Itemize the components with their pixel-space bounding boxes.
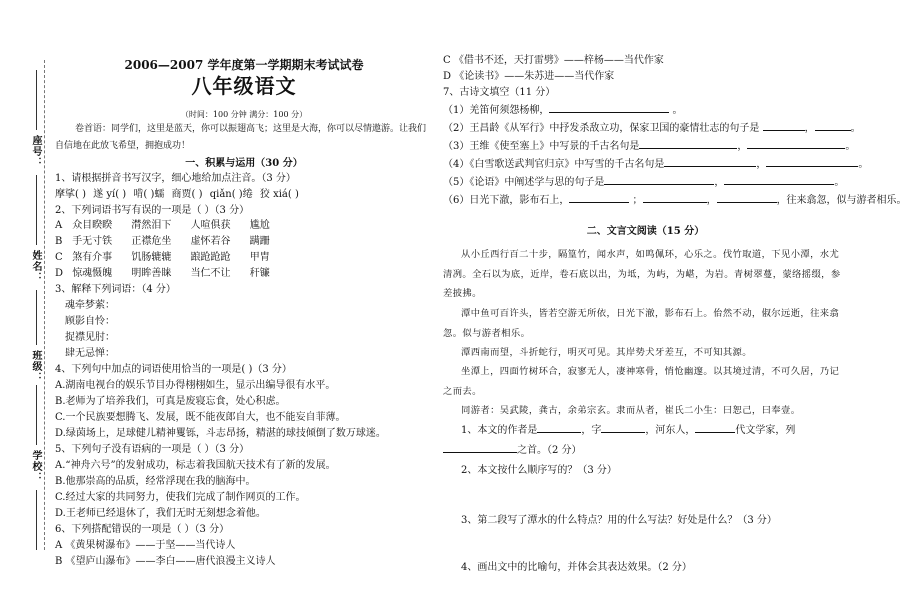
q7-item: （2）王昌龄《从军行》中抒发杀敌立功，保家卫国的豪情壮志的句子是 ， 。 [443, 119, 861, 137]
q2-word: 甲胄 [249, 252, 270, 263]
answer-blank[interactable] [604, 173, 714, 185]
answer-blank[interactable] [643, 191, 707, 203]
q3-text: 3、解释下列词语：（4 分） [55, 284, 176, 295]
passage-paragraph: 潭西南而望，斗折蛇行，明灭可见。其岸势犬牙差互，不可知其源。 [461, 347, 752, 358]
q1-text: 1、请根据拼音书写汉字，细心地给加点注音。（3 分） [55, 173, 296, 184]
passage-paragraph: 从小丘西行百二十步，隔篁竹，闻水声，如鸣佩环，心乐之。伐竹取道，下见小潭，水尤清冽。全石以为底，近岸，卷石底以出，为坻，为屿，为嵁，为岩。青树翠蔓，蒙络摇缀，参差披拂。 [443, 249, 841, 299]
q2-word: 饥肠辘辘 [131, 252, 172, 263]
q2-word: 明眸善睐 [131, 268, 172, 279]
reading-q1 [461, 421, 795, 439]
answer-blank[interactable] [766, 155, 858, 167]
answer-blank[interactable] [815, 119, 851, 131]
q7-item: （4）《白雪歌送武判官归京》中写雪的千古名句是 ， 。 [443, 155, 868, 173]
q3-item: 捉襟见肘： [65, 332, 115, 343]
q5-option: D.王老师已经退休了，我们无时无刻想念着他。 [55, 508, 266, 519]
notice-text: 卷首语：同学们，这里是蓝天，你可以振翅高飞；这里是大海，你可以尽情遨游。让我们自信地在此放飞希望，拥抱成功！ [55, 124, 427, 151]
reading-q1-text: ，河东人， [645, 425, 696, 436]
answer-blank[interactable] [537, 421, 581, 433]
q2-word: 蹒跚 [249, 236, 270, 247]
school-label: 学校： [30, 450, 41, 483]
q2-word: 惊魂慑魄 [72, 268, 113, 279]
q2-word: 正襟危坐 [131, 236, 172, 247]
q7-item-text: （2）王昌龄《从军行》中抒发杀敌立功，保家卫国的豪情壮志的句子是 [443, 123, 760, 134]
q1-item: 啃( )蠕 [133, 189, 165, 200]
q6-option: A 《黄果树瀑布》——于坚——当代诗人 [55, 540, 236, 551]
reading-q1-text: 代文学家，列 [735, 425, 796, 436]
reading-q1-cont [443, 441, 582, 459]
q2-option [55, 218, 270, 234]
q4-text: 4、下列句中加点的词语使用恰当的一项是( )（3 分） [55, 364, 292, 375]
name-line [36, 175, 38, 245]
class-line [36, 290, 38, 345]
q2-option-key: A [55, 220, 63, 231]
q3-item: 顾影自怜： [65, 316, 115, 327]
exam-meta: （时间：100 分钟 满分：100 分） [180, 110, 308, 119]
q7-item-tail: ，往来翕忽，似与游者相乐。 [776, 195, 907, 206]
q1-item: 摩挲( ) [55, 189, 86, 200]
q4-option: B.老师为了培养我们，可真是废寝忘食，处心积虑。 [55, 396, 286, 407]
q7-item: （6）日光下澈，影布石上， ； ， ，往来翕忽，似与游者相乐。 [443, 191, 907, 209]
q2-text: 2、下列词语书写有误的一项是（ ）（3 分） [55, 205, 250, 216]
q2-word: 煞有介事 [72, 252, 113, 263]
q2-option-key: D [55, 268, 64, 279]
q2-option [55, 234, 270, 250]
passage-paragraph: 潭中鱼可百许头，皆若空游无所依，日光下澈，影布石上。佁然不动，俶尔远逝，往来翕忽。似与游者相乐。 [443, 308, 840, 339]
q2-option-key: B [55, 236, 63, 247]
q1-item: 遂 yí( ) [93, 189, 127, 200]
answer-blank[interactable] [717, 191, 777, 203]
q6-option: B 《望庐山瀑布》——李白——唐代浪漫主义诗人 [55, 556, 276, 567]
q7-item: （5）《论语》中阐述学与思的句子是 ， 。 [443, 173, 844, 191]
q2-word: 潸然泪下 [131, 220, 172, 231]
q7-item-text: （4）《白雪歌送武判官归京》中写雪的千古名句是 [443, 159, 665, 170]
q7-item-text: （1）羌笛何须怨杨柳， [443, 105, 550, 116]
exam-title: 2006—2007 学年度第一学期期末考试试卷 [124, 58, 364, 72]
q5-option: C.经过大家的共同努力，使我们完成了制作网页的工作。 [55, 492, 306, 503]
q7-item: （1）羌笛何须怨杨柳， 。 [443, 101, 683, 119]
answer-blank[interactable] [763, 119, 805, 131]
reading-q2: 2、本文按什么顺序写的？（3 分） [461, 465, 617, 476]
q2-word: 人喧俱获 [190, 220, 231, 231]
seal-line [44, 60, 45, 550]
q1-items [55, 187, 303, 203]
passage-paragraph: 坐潭上，四面竹树环合，寂寥无人，凄神寒骨，悄怆幽邃。以其境过清，不可久居，乃记之而去。 [443, 366, 840, 397]
binding-margin [0, 0, 52, 595]
answer-blank[interactable] [639, 137, 737, 149]
q2-word: 众目睽睽 [72, 220, 113, 231]
q1-item: qiǎn( )绻 [209, 189, 253, 200]
school-line [36, 385, 38, 445]
q5-option: B.他那崇高的品质，经常浮现在我的脑海中。 [55, 476, 256, 487]
q6-option: D 《论读书》——朱苏进——当代作家 [443, 71, 615, 82]
class-label: 班级： [30, 350, 41, 383]
q2-word: 手无寸铁 [72, 236, 113, 247]
q4-option: A.湖南电视台的娱乐节目办得栩栩如生，显示出编导很有水平。 [55, 380, 336, 391]
answer-blank[interactable] [664, 155, 756, 167]
q7-item-text: （6）日光下澈，影布石上， [443, 195, 570, 206]
q4-option: C.一个民族要想腾飞、发展，既不能夜郎自大，也不能妄自菲薄。 [55, 412, 346, 423]
q1-item: 商贾( ) [171, 189, 203, 200]
reading-q1-text: ，字 [581, 425, 602, 436]
subject-title: 八年级语文 [191, 74, 297, 98]
q7-item-text: （5）《论语》中阐述学与思的句子是 [443, 177, 605, 188]
q5-text: 5、下列句子没有语病的一项是（ ）（3 分） [55, 444, 250, 455]
seat-label: 座号： [30, 135, 41, 168]
q2-option [55, 266, 270, 282]
q7-text: 7、古诗文填空（11 分） [443, 87, 556, 98]
q2-word: 踉跄跄跄 [190, 252, 231, 263]
answer-blank[interactable] [724, 173, 834, 185]
q2-word: 秆镰 [249, 268, 270, 279]
q3-item: 肆无忌惮： [65, 348, 115, 359]
answer-blank[interactable] [569, 191, 629, 203]
answer-blank[interactable] [443, 441, 517, 453]
q3-item: 魂牵梦萦： [65, 300, 115, 311]
q2-option-key: C [55, 252, 63, 263]
q2-word: 虚怀若谷 [190, 236, 231, 247]
q2-word: 当仁不让 [190, 268, 231, 279]
q6-text: 6、下列搭配错误的一项是（ ）（3 分） [55, 524, 230, 535]
reading-q4: 4、画出文中的比喻句，并体会其表达效果。（2 分） [461, 562, 692, 573]
answer-blank[interactable] [695, 421, 735, 433]
reading-q1-text: 1、本文的作者是 [461, 425, 538, 436]
q2-word: 尴尬 [249, 220, 270, 231]
reading-q3: 3、第二段写了潭水的什么特点？用的什么写法？好处是什么？（3 分） [461, 515, 777, 526]
passage-paragraph: 同游者：吴武陵，龚古，余弟宗玄。隶而从者，崔氏二小生：曰恕己，曰奉壹。 [461, 405, 801, 416]
bottom-line [36, 490, 38, 550]
q4-option: D.绿茵场上，足球健儿精神矍铄，斗志昂扬，精湛的球技倾倒了数万球迷。 [55, 428, 386, 439]
reading-q1-text: 之首。（2 分） [517, 445, 582, 456]
q7-item: （3）王维《使至塞上》中写景的千古名句是 ， 。 [443, 137, 855, 155]
section-1-title: 一、积累与运用（30 分） [185, 158, 303, 169]
q7-item-text: （3）王维《使至塞上》中写景的千古名句是 [443, 141, 640, 152]
answer-blank[interactable] [601, 421, 645, 433]
seat-line [36, 70, 38, 130]
name-label: 姓名： [30, 250, 41, 283]
answer-blank[interactable] [549, 101, 669, 113]
answer-blank[interactable] [747, 137, 845, 149]
q5-option: A.“神舟六号”的发射成功，标志着我国航天技术有了新的发展。 [55, 460, 336, 471]
q2-option [55, 250, 270, 266]
q1-item: 狡 xiá( ) [259, 189, 299, 200]
q6-option: C 《借书不还，天打雷劈》——梓杨——当代作家 [443, 55, 664, 66]
section-2-title: 二、文言文阅读（15 分） [586, 226, 705, 237]
